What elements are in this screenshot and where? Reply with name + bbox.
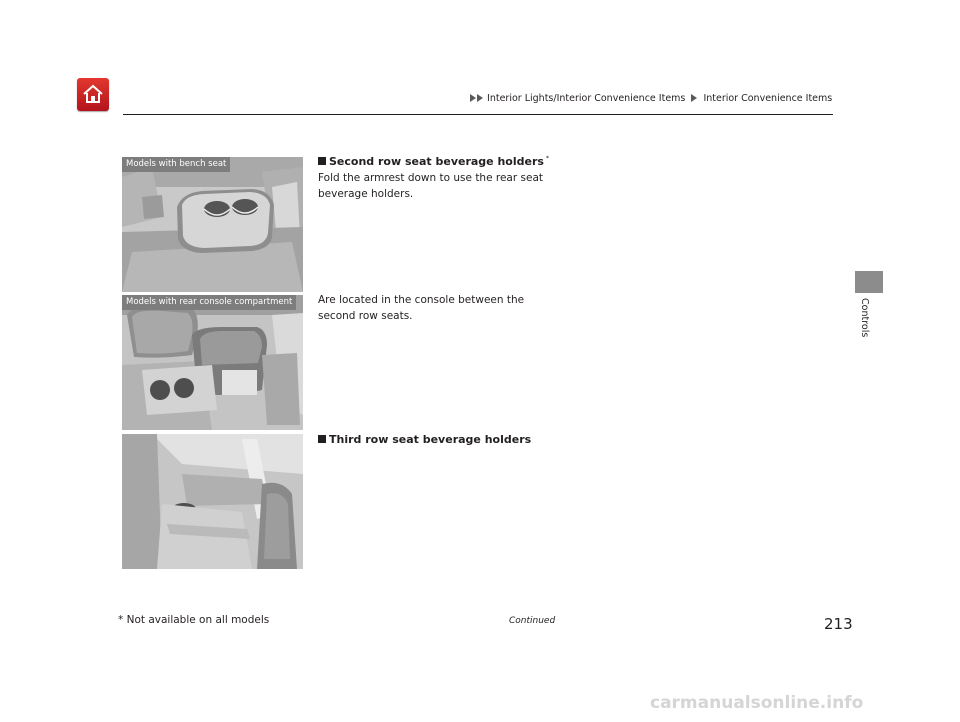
section-heading-third-row: Third row seat beverage holders <box>318 433 531 446</box>
section-body-console: Are located in the console between the second row seats. <box>318 294 525 322</box>
breadcrumb <box>470 93 840 104</box>
breadcrumb-item-interior-lights[interactable]: Interior Lights/Interior Convenience Items <box>487 93 686 104</box>
breadcrumb-item-interior-convenience[interactable]: Interior Convenience Items <box>703 93 833 104</box>
heading-square-icon <box>318 157 326 165</box>
image-tag: Models with rear console compartment <box>122 295 296 310</box>
footnote: * Not available on all models <box>118 614 270 626</box>
section-heading-second-row: Second row seat beverage holders * <box>318 155 549 168</box>
continued-label: Continued <box>509 616 556 626</box>
watermark: carmanualsonline.info <box>650 693 864 713</box>
page-number: 213 <box>824 615 853 633</box>
chapter-tab-label: Controls <box>859 298 870 338</box>
heading-square-icon <box>318 435 326 443</box>
third-row-photo <box>122 434 303 569</box>
breadcrumb-arrow-icon <box>691 94 697 102</box>
rear-console-photo <box>122 295 303 430</box>
chapter-tab[interactable] <box>855 271 883 293</box>
home-icon <box>82 83 104 105</box>
section-body-second-row: Fold the armrest down to use the rear seat beverage holders. <box>318 172 544 200</box>
footnote-marker: * <box>545 155 549 162</box>
breadcrumb-arrow-icon <box>477 94 483 102</box>
breadcrumb-arrow-icon <box>470 94 476 102</box>
bench-seat-photo <box>122 157 303 292</box>
home-button[interactable] <box>77 78 109 111</box>
header-divider <box>123 114 833 115</box>
image-tag: Models with bench seat <box>122 157 230 172</box>
